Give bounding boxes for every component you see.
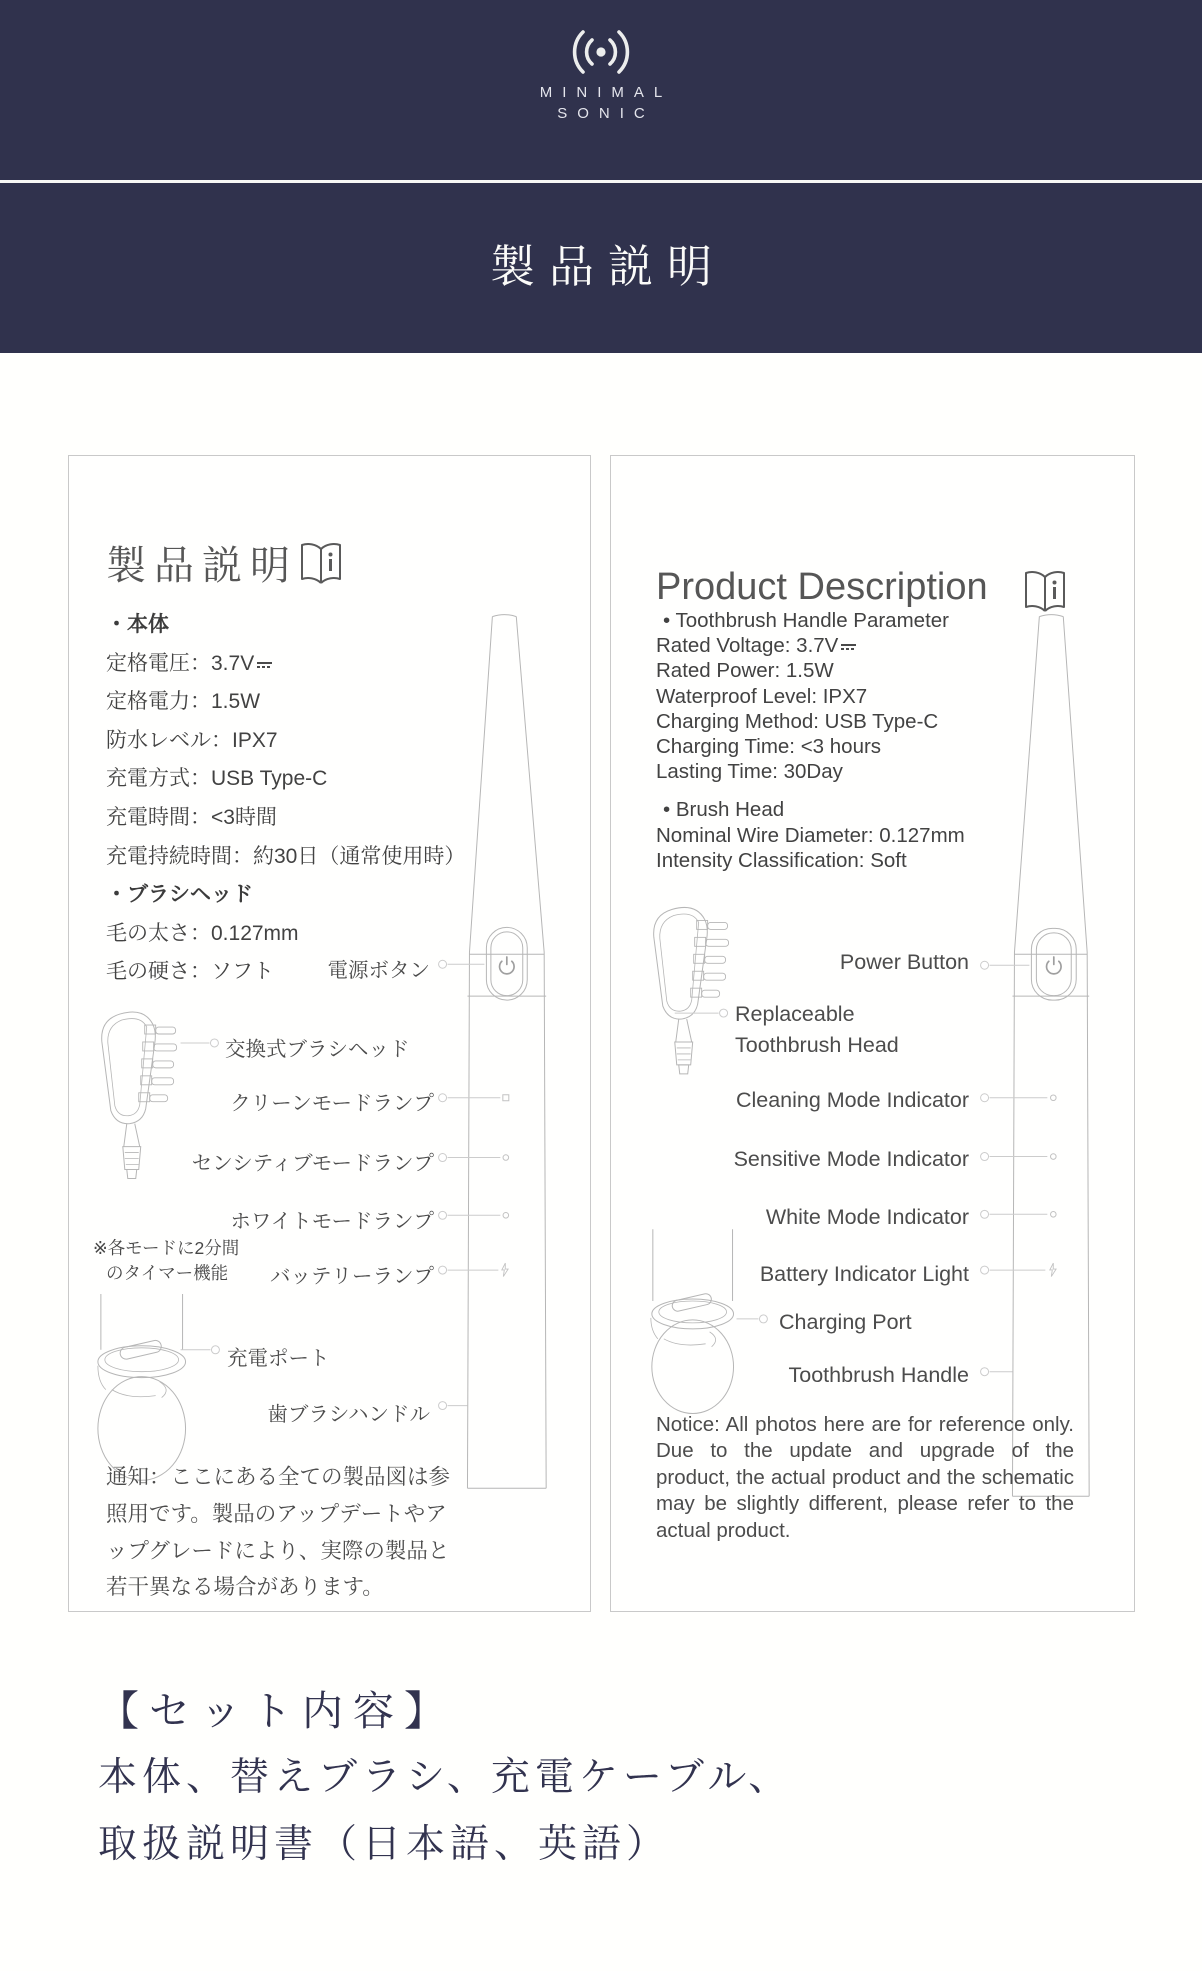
dc-symbol-icon bbox=[257, 661, 272, 670]
en-panel-heading: Product Description bbox=[656, 566, 988, 608]
jp-label-charging-port: 充電ポート bbox=[227, 1347, 330, 1370]
en-charging-base-drawing bbox=[651, 1229, 734, 1413]
en-label-replaceable-head-line1: Replaceable bbox=[735, 1002, 855, 1026]
en-spec-rated-power: Rated Power: 1.5W bbox=[656, 659, 834, 683]
jp-label-sensitive-mode: センシティブモードランプ bbox=[191, 1152, 434, 1175]
en-label-charging-port: Charging Port bbox=[779, 1310, 912, 1334]
jp-notice-text: 通知：ここにある全ての製品図は参照用です。製品のアップデートやアップグレードにより、実際の製品と若干異なる場合があります。 bbox=[106, 1465, 451, 1600]
en-panel bbox=[610, 455, 1135, 1612]
jp-clean-mode-dot bbox=[503, 1095, 509, 1101]
jp-white-mode-dot bbox=[503, 1213, 509, 1219]
en-label-replaceable-head-line2: Toothbrush Head bbox=[735, 1033, 899, 1057]
en-label-replaceable-head bbox=[735, 999, 899, 1061]
jp-spec-wire-diameter: 毛の太さ：0.127mm bbox=[106, 921, 299, 945]
en-battery-bolt-icon bbox=[1050, 1263, 1056, 1276]
en-notice-text: Notice: All photos here are for reference only. Due to the update and upgrade of the product, the actual product and the schematic may be slightly different, please refer to the actual product. bbox=[656, 1413, 1074, 1542]
page-title: 製品説明 bbox=[489, 241, 726, 292]
jp-charging-base-drawing bbox=[98, 1294, 186, 1480]
jp-panel bbox=[68, 455, 591, 1612]
jp-label-replaceable-head: 交換式ブラシヘッド bbox=[225, 1038, 410, 1061]
jp-timer-note-line2: のタイマー機能 bbox=[106, 1263, 229, 1283]
open-book-icon bbox=[299, 540, 344, 586]
en-spec-section-brush: • Brush Head bbox=[663, 798, 785, 822]
jp-power-icon bbox=[500, 957, 515, 974]
en-spec-list bbox=[656, 608, 965, 873]
jp-label-handle: 歯ブラシハンドル bbox=[267, 1403, 430, 1426]
set-contents-title: 【セット内容】 bbox=[98, 1688, 455, 1734]
jp-spec-intensity: 毛の硬さ：ソフト bbox=[106, 960, 274, 984]
en-label-battery-light: Battery Indicator Light bbox=[759, 1262, 969, 1286]
jp-spec-lasting-time: 充電持続時間：約30日（通常使用時） bbox=[106, 844, 466, 868]
jp-spec-list bbox=[106, 606, 465, 992]
jp-label-power-button: 電源ボタン bbox=[327, 959, 430, 982]
set-contents-items-line1: 本体、替えブラシ、充電ケーブル、 bbox=[98, 1756, 793, 1799]
en-spec-section-handle: • Toothbrush Handle Parameter bbox=[663, 609, 949, 632]
en-power-icon bbox=[1047, 957, 1062, 974]
en-label-handle: Toothbrush Handle bbox=[788, 1363, 969, 1387]
en-spec-wire-diameter: Nominal Wire Diameter: 0.127mm bbox=[656, 823, 965, 847]
jp-label-white-mode: ホワイトモードランプ bbox=[230, 1210, 434, 1233]
en-sensitive-mode-dot bbox=[1051, 1154, 1057, 1160]
set-contents-items-line2: 取扱説明書（日本語、英語） bbox=[98, 1823, 671, 1866]
en-spec-waterproof: Waterproof Level: IPX7 bbox=[656, 684, 868, 708]
en-spec-intensity: Intensity Classification: Soft bbox=[656, 848, 907, 872]
en-label-sensitive-mode: Sensitive Mode Indicator bbox=[733, 1147, 969, 1171]
jp-spec-charging-time: 充電時間：<3時間 bbox=[106, 805, 277, 829]
brand-logo bbox=[0, 26, 1202, 124]
brand-name-line1: MINIMAL bbox=[539, 84, 673, 101]
jp-label-battery-lamp: バッテリーランプ bbox=[270, 1265, 434, 1288]
jp-spec-waterproof: 防水レベル：IPX7 bbox=[106, 728, 278, 752]
jp-sensitive-mode-dot bbox=[503, 1155, 509, 1161]
jp-label-clean-mode: クリーンモードランプ bbox=[230, 1092, 434, 1115]
en-spec-lasting-time: Lasting Time: 30Day bbox=[656, 760, 843, 784]
en-white-mode-dot bbox=[1051, 1212, 1057, 1218]
header-banner bbox=[0, 0, 1202, 353]
jp-handle-drawing bbox=[467, 615, 546, 1489]
en-spec-charging-method: Charging Method: USB Type-C bbox=[656, 709, 939, 733]
en-label-power-button: Power Button bbox=[839, 950, 969, 974]
sound-wave-icon bbox=[559, 26, 643, 78]
jp-spec-section-brush: ・ブラシヘッド bbox=[106, 883, 253, 907]
en-spec-charging-time: Charging Time: <3 hours bbox=[656, 735, 882, 759]
en-handle-drawing bbox=[1012, 615, 1089, 1497]
open-book-icon bbox=[1023, 568, 1068, 614]
en-spec-rated-voltage: Rated Voltage: 3.7V bbox=[656, 633, 965, 658]
brand-name-line2: SONIC bbox=[557, 105, 655, 122]
jp-spec-rated-voltage: 定格電圧：3.7V bbox=[106, 645, 465, 684]
en-label-white-mode: White Mode Indicator bbox=[765, 1205, 969, 1229]
jp-timer-note bbox=[93, 1236, 239, 1286]
jp-timer-note-line1: ※各モードに2分間 bbox=[93, 1238, 240, 1258]
jp-spec-rated-power: 定格電力：1.5W bbox=[106, 690, 261, 714]
jp-spec-section-handle: ・本体 bbox=[106, 613, 169, 636]
jp-battery-bolt-icon bbox=[502, 1263, 508, 1276]
jp-panel-heading: 製品説明 bbox=[106, 544, 298, 588]
jp-brush-head-drawing bbox=[102, 1012, 177, 1178]
header-divider bbox=[0, 180, 1202, 183]
jp-spec-charging-method: 充電方式：USB Type-C bbox=[106, 767, 328, 791]
en-clean-mode-dot bbox=[1051, 1095, 1057, 1101]
en-label-clean-mode: Cleaning Mode Indicator bbox=[735, 1088, 969, 1112]
dc-symbol-icon bbox=[841, 643, 856, 652]
en-brush-head-drawing bbox=[654, 907, 729, 1073]
